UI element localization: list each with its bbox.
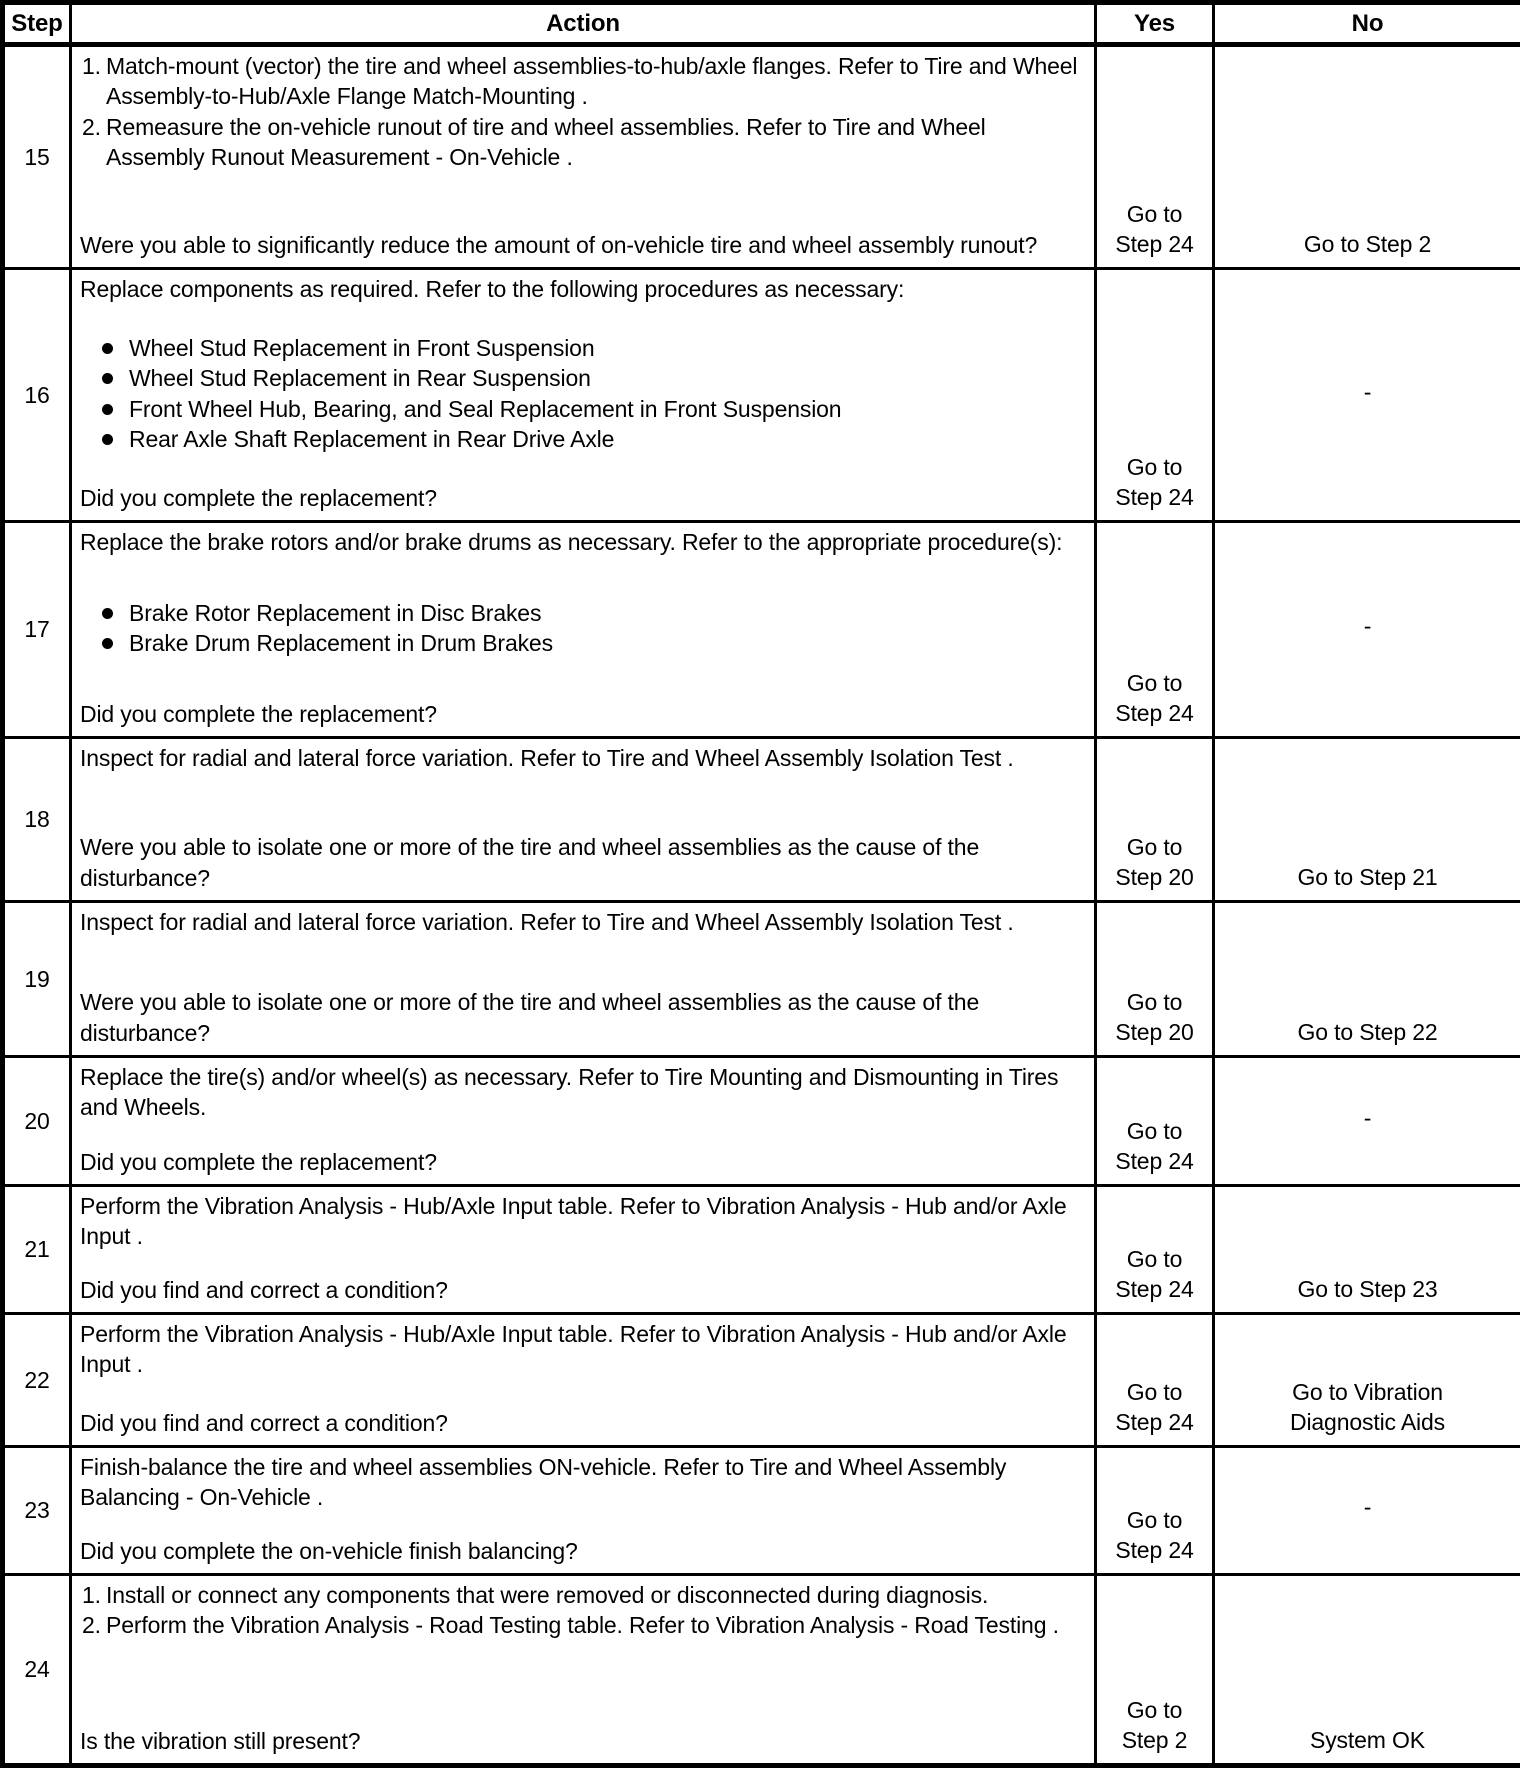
step-number: 19	[6, 966, 68, 993]
list-item	[102, 598, 1086, 628]
bullet-marker	[102, 394, 129, 424]
no-cell	[1214, 1314, 1520, 1447]
col-header-action: Action	[71, 3, 1096, 45]
col-header-step: Step	[3, 3, 71, 45]
no-dash-text: -	[1252, 1104, 1484, 1134]
no-cell	[1214, 1057, 1520, 1186]
yes-cell	[1096, 269, 1214, 522]
header-row	[3, 3, 1520, 45]
step-cell	[3, 1057, 71, 1186]
action-cell	[71, 1314, 1096, 1447]
step-number: 16	[6, 382, 68, 409]
list-item	[82, 112, 1086, 173]
list-item	[102, 363, 1086, 393]
action-question: Were you able to isolate one or more of the tire and wheel assemblies as the cause of the disturbance?	[80, 987, 1086, 1048]
yes-goto-text: Go to Step 24	[1101, 453, 1208, 513]
step-number: 22	[6, 1367, 68, 1394]
step-cell	[3, 269, 71, 522]
action-intro: Perform the Vibration Analysis - Hub/Axle Input table. Refer to Vibration Analysis - Hub and/or Axle Input .	[80, 1319, 1086, 1380]
bullet-marker	[102, 424, 129, 454]
action-content	[72, 739, 1094, 900]
action-intro: Replace the tire(s) and/or wheel(s) as necessary. Refer to Tire Mounting and Dismounting in Tires and Wheels.	[80, 1062, 1086, 1123]
table-body	[3, 45, 1520, 1766]
list-item-text: Rear Axle Shaft Replacement in Rear Drive Axle	[129, 424, 1086, 454]
bullet-marker	[102, 363, 129, 393]
action-question: Were you able to significantly reduce the amount of on-vehicle tire and wheel assembly runout?	[80, 230, 1086, 260]
table-row	[3, 1447, 1520, 1575]
no-goto-text: Go to Step 21	[1252, 863, 1484, 893]
action-intro: Inspect for radial and lateral force variation. Refer to Tire and Wheel Assembly Isolation Test .	[80, 907, 1086, 937]
action-question: Did you complete the replacement?	[80, 699, 1086, 729]
action-bullet-list	[80, 333, 1086, 454]
step-cell	[3, 522, 71, 738]
action-intro: Replace components as required. Refer to the following procedures as necessary:	[80, 274, 1086, 304]
bullet-marker	[102, 628, 129, 658]
list-item-text: Remeasure the on-vehicle runout of tire and wheel assemblies. Refer to Tire and Wheel Assembly Runout Measurement - On-Vehicle .	[106, 112, 1086, 173]
no-goto-text: Go to Step 23	[1252, 1275, 1484, 1305]
yes-cell	[1096, 1057, 1214, 1186]
action-cell	[71, 269, 1096, 522]
table-row	[3, 522, 1520, 738]
yes-goto-text: Go to Step 20	[1101, 988, 1208, 1048]
yes-goto-text: Go to Step 24	[1101, 669, 1208, 729]
action-content	[72, 523, 1094, 736]
step-number: 15	[6, 144, 68, 171]
step-number: 23	[6, 1497, 68, 1524]
action-cell	[71, 1575, 1096, 1766]
yes-goto-text: Go to Step 24	[1101, 1378, 1208, 1438]
table-row	[3, 1314, 1520, 1447]
action-cell	[71, 522, 1096, 738]
yes-goto-text: Go to Step 2	[1101, 1696, 1208, 1756]
action-content	[72, 1448, 1094, 1573]
list-item-text: Wheel Stud Replacement in Front Suspension	[129, 333, 1086, 363]
list-item	[82, 1580, 1086, 1610]
no-dash-text: -	[1252, 378, 1484, 408]
list-number: 1.	[82, 1580, 106, 1610]
list-item-text: Wheel Stud Replacement in Rear Suspension	[129, 363, 1086, 393]
step-cell	[3, 738, 71, 902]
bullet-icon	[102, 434, 113, 445]
no-cell	[1214, 269, 1520, 522]
no-cell	[1214, 1575, 1520, 1766]
action-content	[72, 1058, 1094, 1184]
yes-cell	[1096, 738, 1214, 902]
step-number: 18	[6, 806, 68, 833]
action-content	[72, 903, 1094, 1055]
table-row	[3, 1575, 1520, 1766]
list-item	[102, 628, 1086, 658]
step-cell	[3, 902, 71, 1057]
yes-goto-text: Go to Step 24	[1101, 1506, 1208, 1566]
no-dash-text: -	[1252, 612, 1484, 642]
bullet-icon	[102, 608, 113, 619]
no-goto-text: System OK	[1252, 1726, 1484, 1756]
action-intro: Inspect for radial and lateral force variation. Refer to Tire and Wheel Assembly Isolation Test .	[80, 743, 1086, 773]
action-content	[72, 1187, 1094, 1312]
list-number: 2.	[82, 112, 106, 173]
table-row	[3, 738, 1520, 902]
yes-goto-text: Go to Step 24	[1101, 1117, 1208, 1177]
yes-goto-text: Go to Step 20	[1101, 833, 1208, 893]
list-item	[102, 424, 1086, 454]
action-question: Did you find and correct a condition?	[80, 1275, 1086, 1305]
action-cell	[71, 902, 1096, 1057]
no-cell	[1214, 45, 1520, 269]
no-cell	[1214, 902, 1520, 1057]
no-dash-text: -	[1252, 1493, 1484, 1523]
no-goto-text: Go to Step 22	[1252, 1018, 1484, 1048]
list-number: 1.	[82, 51, 106, 112]
action-question: Did you complete the on-vehicle finish balancing?	[80, 1536, 1086, 1566]
bullet-marker	[102, 598, 129, 628]
list-item-text: Front Wheel Hub, Bearing, and Seal Replacement in Front Suspension	[129, 394, 1086, 424]
step-cell	[3, 1186, 71, 1314]
list-item-text: Perform the Vibration Analysis - Road Testing table. Refer to Vibration Analysis - Road Testing .	[106, 1610, 1086, 1640]
list-item-text: Brake Drum Replacement in Drum Brakes	[129, 628, 1086, 658]
action-numbered-list	[80, 1580, 1086, 1641]
no-cell	[1214, 1447, 1520, 1575]
yes-cell	[1096, 1314, 1214, 1447]
action-question: Were you able to isolate one or more of the tire and wheel assemblies as the cause of the disturbance?	[80, 832, 1086, 893]
yes-cell	[1096, 902, 1214, 1057]
action-intro: Finish-balance the tire and wheel assemblies ON-vehicle. Refer to Tire and Wheel Assembly Balancing - On-Vehicle .	[80, 1452, 1086, 1513]
step-cell	[3, 45, 71, 269]
step-number: 20	[6, 1108, 68, 1135]
action-cell	[71, 738, 1096, 902]
yes-cell	[1096, 1186, 1214, 1314]
action-intro: Perform the Vibration Analysis - Hub/Axle Input table. Refer to Vibration Analysis - Hub and/or Axle Input .	[80, 1191, 1086, 1252]
yes-cell	[1096, 1575, 1214, 1766]
action-intro: Replace the brake rotors and/or brake drums as necessary. Refer to the appropriate procedure(s):	[80, 527, 1086, 557]
no-goto-text: Go to Vibration Diagnostic Aids	[1252, 1378, 1484, 1438]
table-row	[3, 269, 1520, 522]
table-row	[3, 902, 1520, 1057]
list-item	[102, 394, 1086, 424]
list-item	[82, 51, 1086, 112]
step-number: 17	[6, 616, 68, 643]
yes-goto-text: Go to Step 24	[1101, 200, 1208, 260]
action-cell	[71, 1447, 1096, 1575]
yes-cell	[1096, 1447, 1214, 1575]
step-cell	[3, 1314, 71, 1447]
col-header-no: No	[1214, 3, 1520, 45]
action-bullet-list	[80, 598, 1086, 659]
action-content	[72, 1315, 1094, 1445]
action-content	[72, 270, 1094, 520]
list-number: 2.	[82, 1610, 106, 1640]
action-question: Did you find and correct a condition?	[80, 1408, 1086, 1438]
bullet-marker	[102, 333, 129, 363]
yes-cell	[1096, 522, 1214, 738]
bullet-icon	[102, 373, 113, 384]
bullet-icon	[102, 638, 113, 649]
list-item	[82, 1610, 1086, 1640]
bullet-icon	[102, 404, 113, 415]
no-cell	[1214, 1186, 1520, 1314]
action-content	[72, 1576, 1094, 1763]
action-question: Is the vibration still present?	[80, 1726, 1086, 1756]
action-cell	[71, 1186, 1096, 1314]
list-item	[102, 333, 1086, 363]
list-item-text: Brake Rotor Replacement in Disc Brakes	[129, 598, 1086, 628]
no-cell	[1214, 522, 1520, 738]
yes-cell	[1096, 45, 1214, 269]
step-number: 21	[6, 1236, 68, 1263]
table-row	[3, 45, 1520, 269]
action-content	[72, 47, 1094, 267]
list-item-text: Match-mount (vector) the tire and wheel assemblies-to-hub/axle flanges. Refer to Tire and Wheel Assembly-to-Hub/Axle Flange Match-Mounting .	[106, 51, 1086, 112]
action-question: Did you complete the replacement?	[80, 1147, 1086, 1177]
table-row	[3, 1057, 1520, 1186]
step-cell	[3, 1575, 71, 1766]
list-item-text: Install or connect any components that were removed or disconnected during diagnosis.	[106, 1580, 1086, 1610]
bullet-icon	[102, 343, 113, 354]
yes-goto-text: Go to Step 24	[1101, 1245, 1208, 1305]
action-numbered-list	[80, 51, 1086, 172]
no-goto-text: Go to Step 2	[1252, 230, 1484, 260]
step-number: 24	[6, 1656, 68, 1683]
col-header-yes: Yes	[1096, 3, 1214, 45]
action-cell	[71, 45, 1096, 269]
table-row	[3, 1186, 1520, 1314]
action-question: Did you complete the replacement?	[80, 483, 1086, 513]
no-cell	[1214, 738, 1520, 902]
step-cell	[3, 1447, 71, 1575]
action-cell	[71, 1057, 1096, 1186]
